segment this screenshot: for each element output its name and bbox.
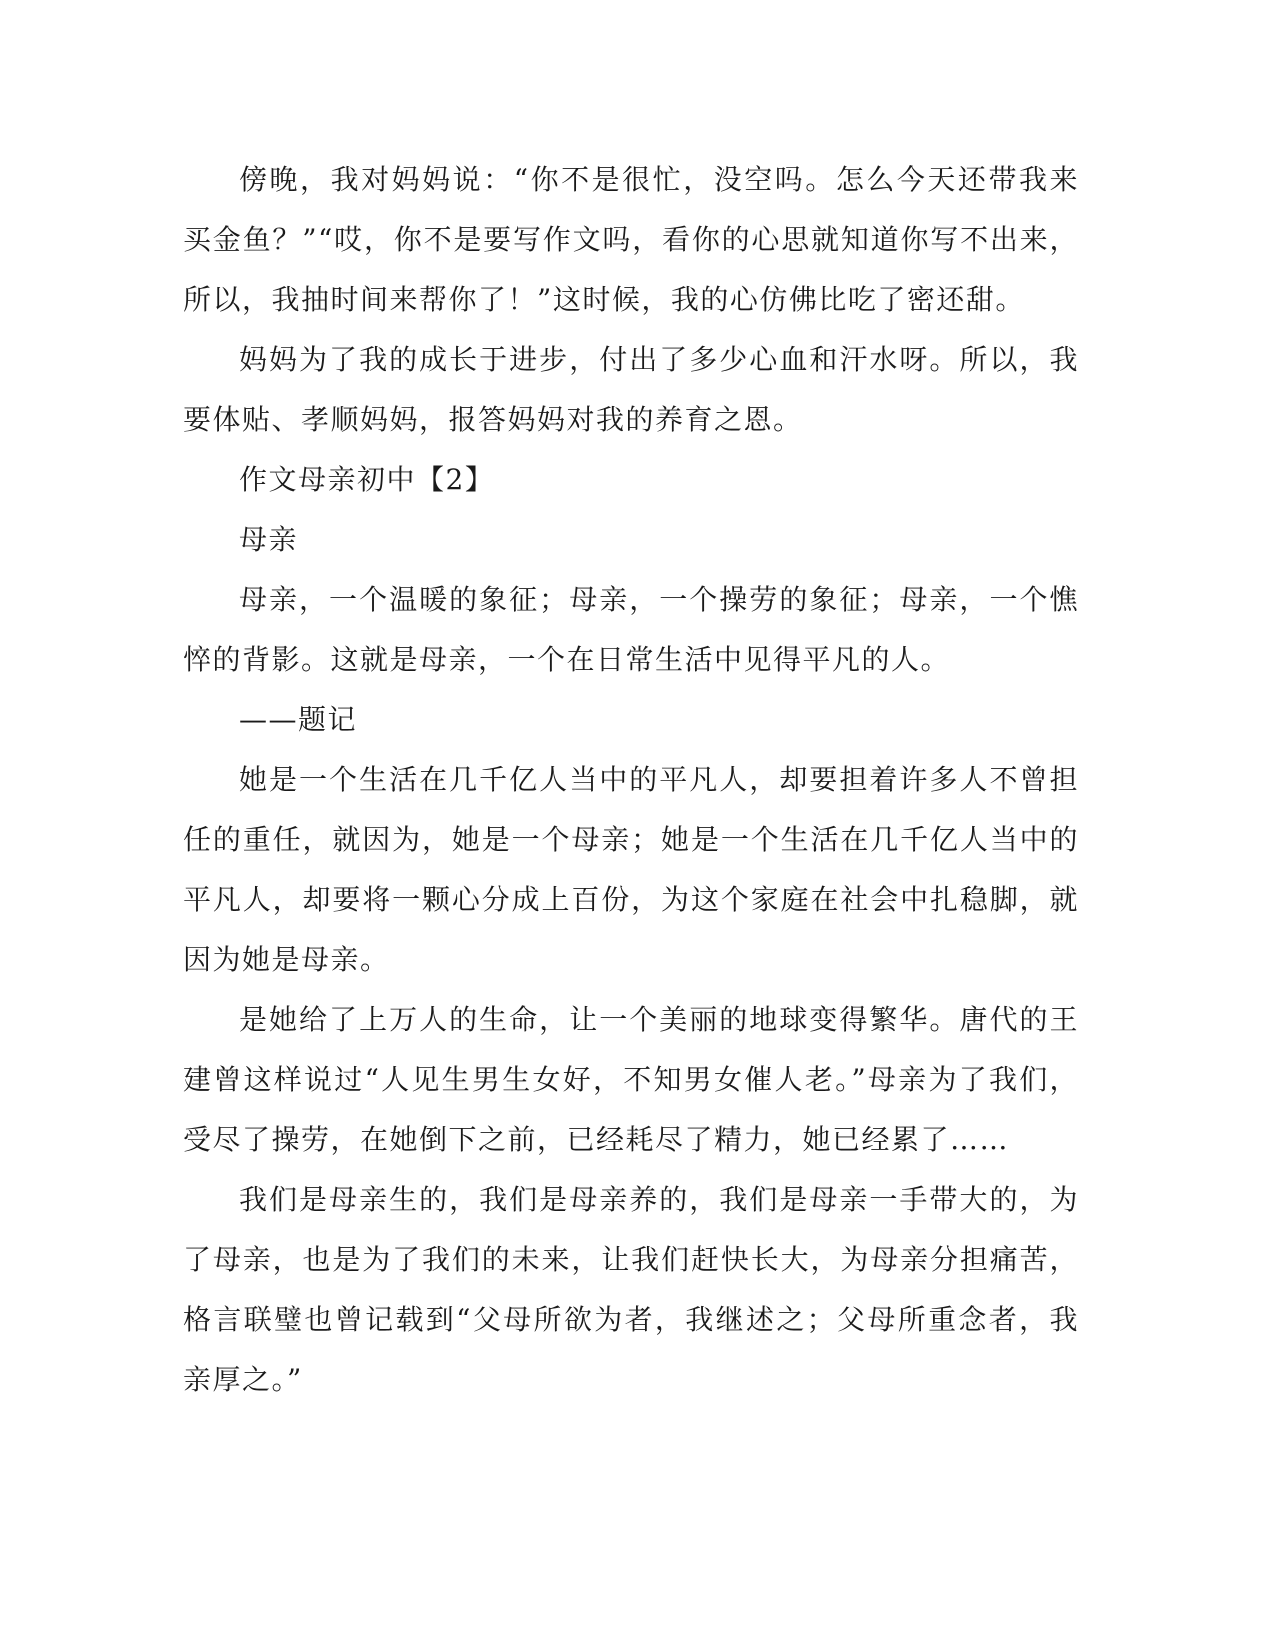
paragraph-ordinary-person: 她是一个生活在几千亿人当中的平凡人，却要担着许多人不曾担任的重任，就因为，她是一个母亲；她是一个生活在几千亿人当中的平凡人，却要将一颗心分成上百份，为这个家庭在社会中扎稳脚，就因为她是母亲。	[183, 763, 1079, 976]
section-heading: 作文母亲初中【2】	[239, 463, 495, 496]
paragraph-grow-up: 我们是母亲生的，我们是母亲养的，我们是母亲一手带大的，为了母亲，也是为了我们的未来，让我们赶快长大，为母亲分担痛苦，格言联璧也曾记载到“父母所欲为者，我继述之；父母所重念者，我亲厚之。”	[183, 1183, 1079, 1396]
document-page	[183, 150, 1079, 1410]
paragraph-mother-sacrifice: 妈妈为了我的成长于进步，付出了多少心血和汗水呀。所以，我要体贴、孝顺妈妈，报答妈妈对我的养育之恩。	[183, 343, 1079, 436]
paragraph-epigraph: 母亲，一个温暖的象征；母亲，一个操劳的象征；母亲，一个憔悴的背影。这就是母亲，一个在日常生活中见得平凡的人。	[183, 583, 1079, 676]
essay-title: 母亲	[239, 523, 299, 556]
epigraph-attribution: ——题记	[239, 703, 358, 736]
paragraph-evening-goldfish: 傍晚，我对妈妈说：“你不是很忙，没空吗。怎么今天还带我来买金鱼？”“哎，你不是要写作文吗，看你的心思就知道你写不出来，所以，我抽时间来帮你了！”这时候，我的心仿佛比吃了密还甜。	[183, 163, 1079, 316]
paragraph-wang-jian-quote: 是她给了上万人的生命，让一个美丽的地球变得繁华。唐代的王建曾这样说过“人见生男生女好，不知男女催人老。”母亲为了我们，受尽了操劳，在她倒下之前，已经耗尽了精力，她已经累了……	[183, 1003, 1079, 1156]
